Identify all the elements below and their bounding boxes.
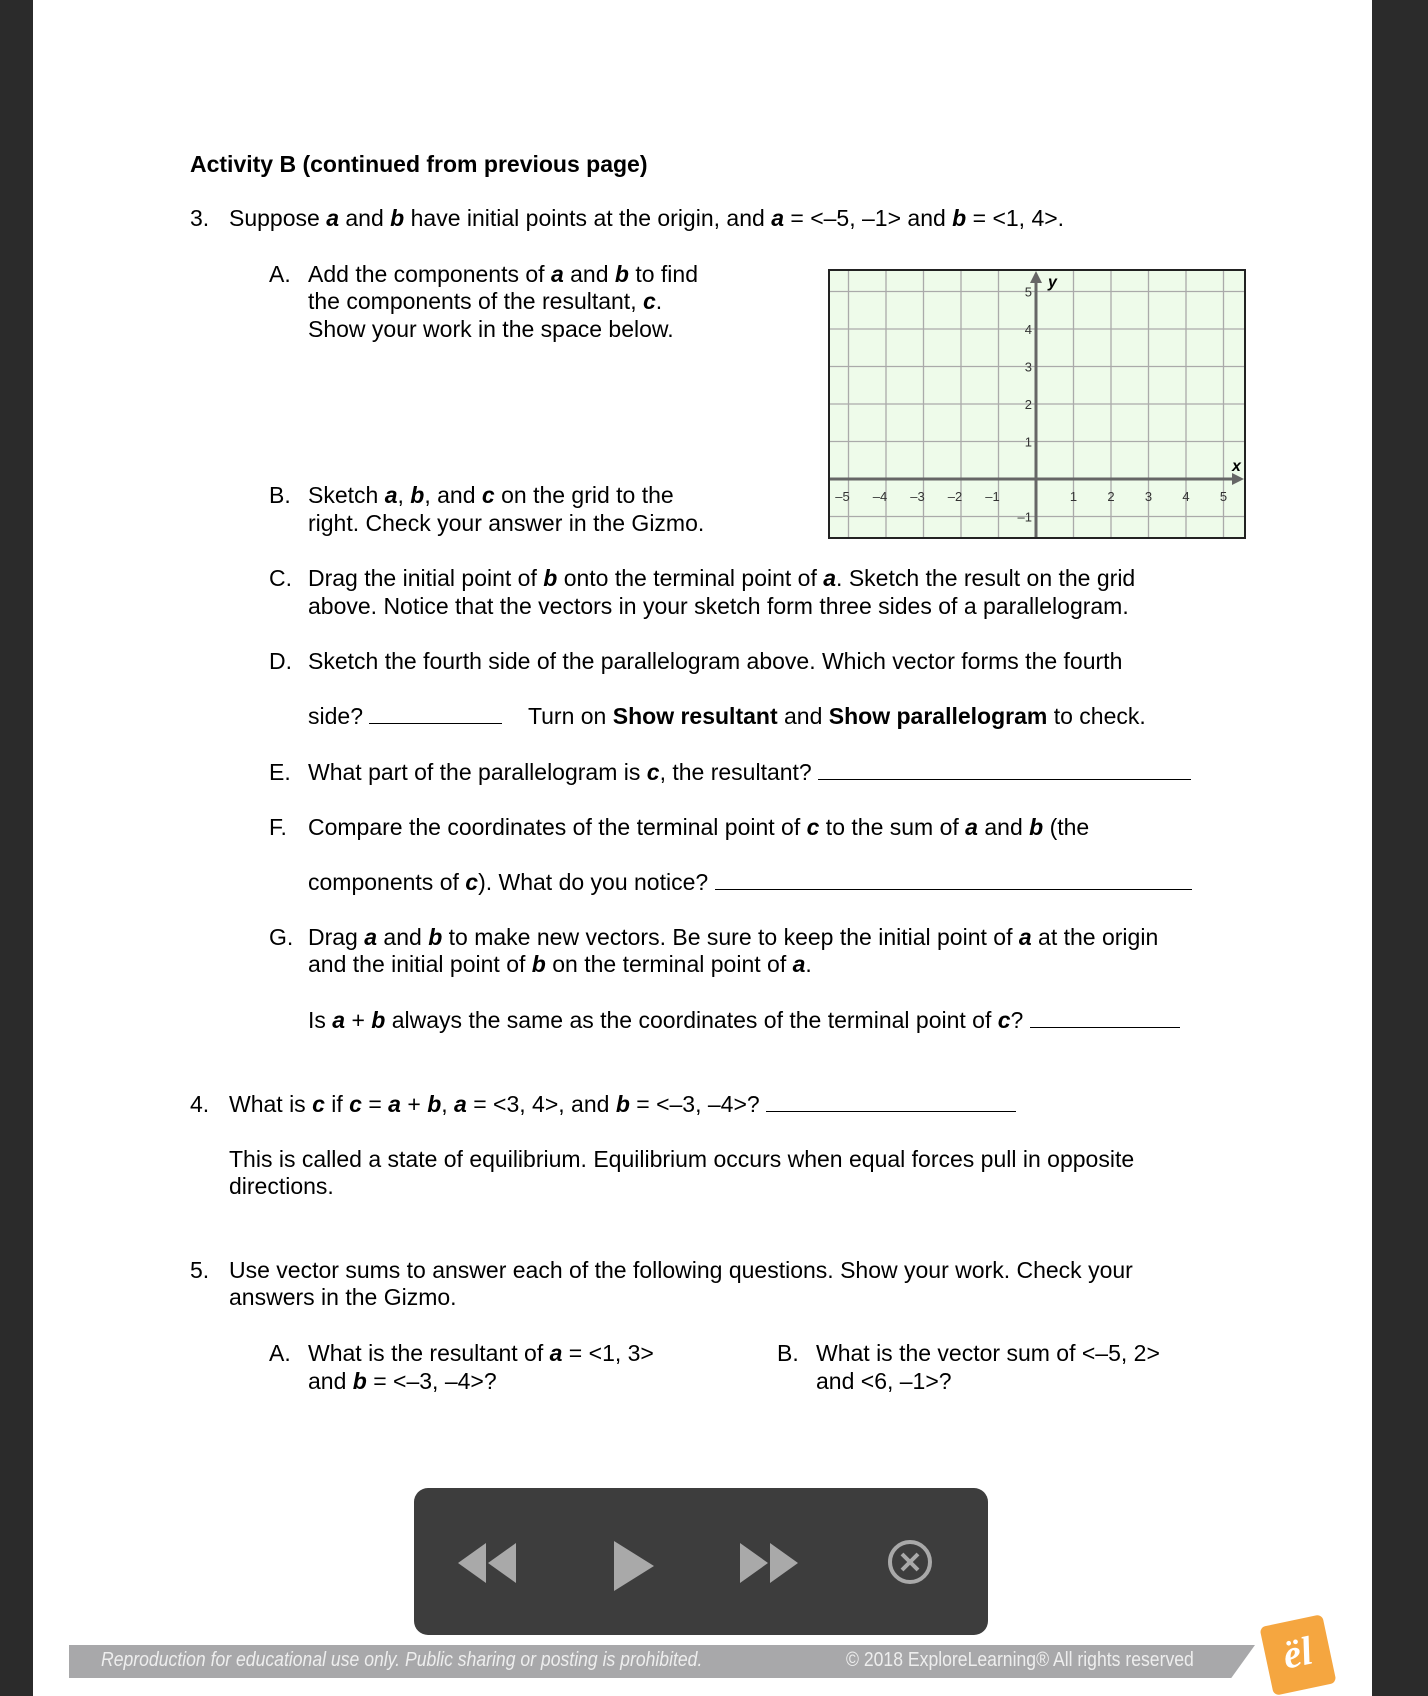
y-tick-label: 1 — [1024, 434, 1032, 450]
x-tick-label: 1 — [1069, 489, 1078, 504]
coordinate-grid — [828, 269, 1246, 539]
x-tick-label: 3 — [1144, 489, 1153, 504]
document-page: Activity B (continued from previous page) 3. Suppose a and b have initial points at the origin, and a = <–5, –1> and b = <1, 4>. A. Add the components of a and b to find the components of the resultant, c. Show your work in the space below. –5 –4 –3 –2 –1 1 2 3 4 5 5 4 3 2 1 –1 x y B. Sketch a, b, and c on the grid to the right. Check your answer in the Gizmo. C. Drag the initial point of b onto the terminal point of a. Sketch the result on the grid above. Notice that the vectors in your sketch form three sides of a parallelogram. D. Sketch the fourth side of the parallelogram above. Which vector forms the fourth side? Turn on Show resultant and Show parallelogram to check. E. What part of the parallelogram is c, the resultant? F. Compare the coordinates of the terminal point of c to the sum of a and b (the components of c). What do you notice? G. Drag a and b to make new vectors. Be sure to keep the initial point of a at the origin and the initial point of b on the terminal point of a. Is a + b always the same as the coordinates of the terminal point of c? 4. What is c if c = a + b, a = <3, 4>, and b = <–3, –4>? This is called a state of equilibrium. Equilibrium occurs when equal forces pull in opposite directions. 5. Use vector sums to answer each of the following questions. Show your work. Check your answers in the Gizmo. A. What is the resultant of a = <1, 3> and b = <–3, –4>? B. What is the vector sum of <–5, 2> and <6, –1>? — [33, 0, 1372, 1696]
y-axis-label: y — [1048, 274, 1057, 291]
activity-heading: Activity B (continued from previous page) — [190, 151, 648, 177]
x-tick-label: 2 — [1107, 489, 1115, 504]
x-tick-label: 5 — [1219, 489, 1228, 504]
x-axis-label: x — [1232, 458, 1241, 475]
y-tick-label: –1 — [1017, 509, 1032, 525]
y-tick-label: 2 — [1024, 397, 1032, 412]
y-tick-label: 5 — [1024, 284, 1032, 300]
answer-line[interactable] — [369, 704, 502, 724]
answer-line[interactable] — [766, 1092, 1016, 1112]
y-tick-label: 3 — [1024, 359, 1032, 375]
footer-copyright: © 2018 ExploreLearning® All rights reserved — [846, 1649, 1194, 1671]
answer-line[interactable] — [1030, 1008, 1180, 1028]
close-icon[interactable] — [886, 1538, 934, 1586]
x-tick-label: –5 — [835, 489, 850, 504]
x-tick-label: –4 — [872, 489, 888, 504]
x-tick-label: –3 — [910, 489, 925, 504]
x-tick-label: 4 — [1182, 489, 1190, 504]
footer-notice: Reproduction for educational use only. Public sharing or posting is prohibited. — [101, 1649, 703, 1671]
explorelearning-logo: ël — [1259, 1614, 1336, 1696]
fast-forward-icon[interactable] — [740, 1541, 806, 1585]
question-3: 3. Suppose a and b have initial points at the origin, and a = <–5, –1> and b = <1, 4>. — [190, 205, 1065, 231]
x-tick-label: –2 — [947, 489, 963, 504]
rewind-icon[interactable] — [458, 1541, 524, 1585]
y-tick-label: 4 — [1024, 322, 1032, 337]
answer-line[interactable] — [818, 760, 1191, 780]
play-icon[interactable] — [612, 1541, 656, 1591]
answer-line[interactable] — [715, 870, 1192, 890]
x-tick-label: –1 — [985, 489, 1000, 504]
